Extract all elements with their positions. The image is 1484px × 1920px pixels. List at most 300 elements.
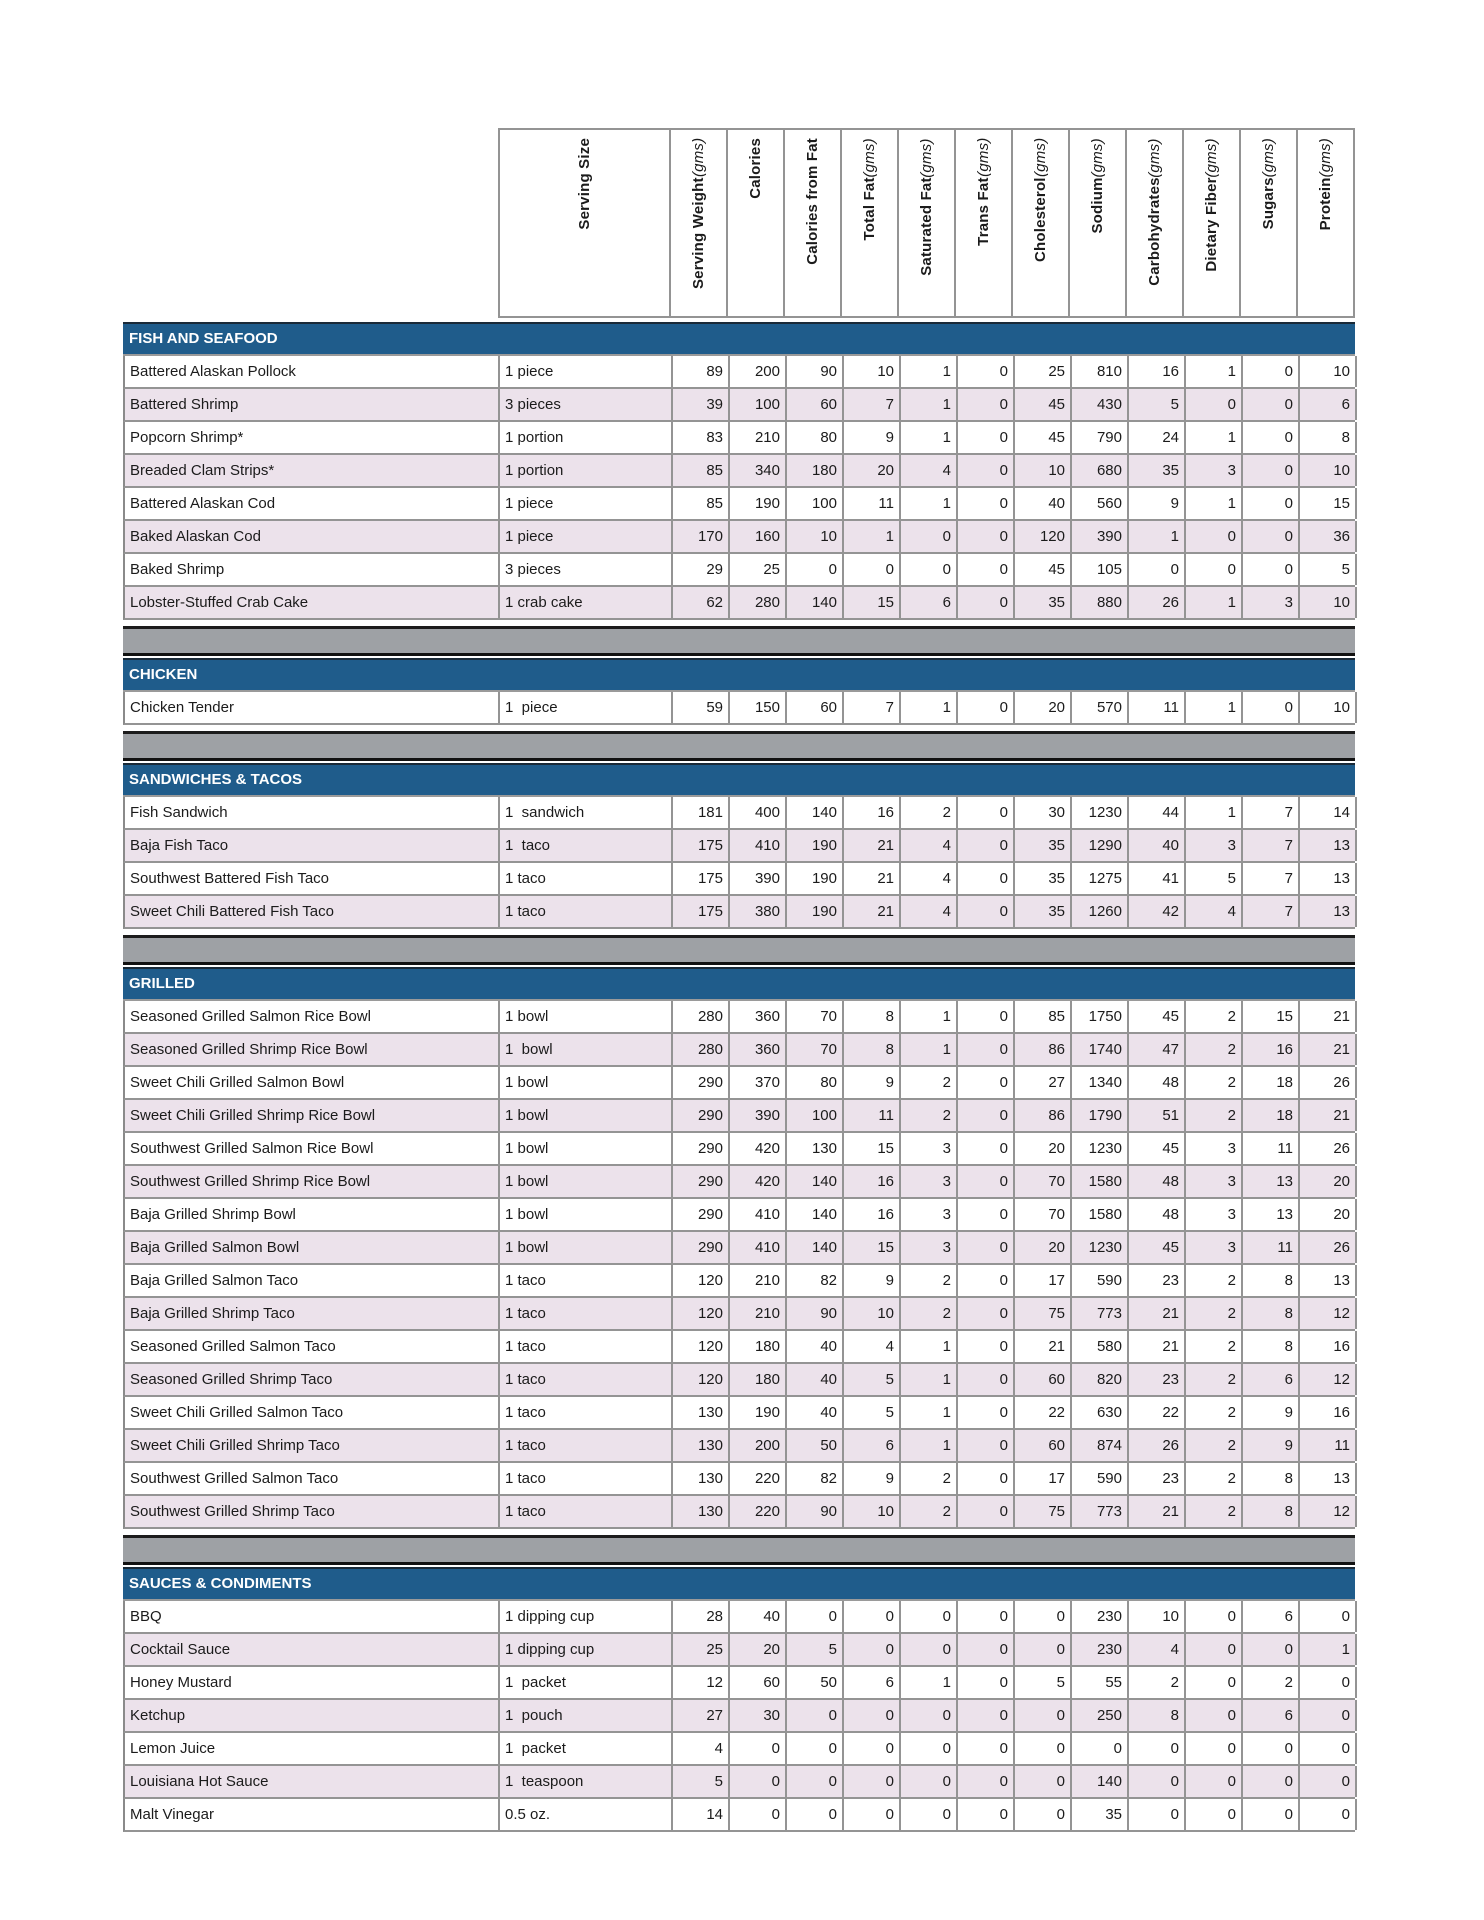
value-cell: 1: [901, 692, 958, 723]
value-cell: 15: [1243, 1001, 1300, 1032]
section-header: GRILLED: [123, 967, 1355, 1001]
value-cell: 290: [673, 1232, 730, 1263]
value-cell: 20: [1015, 692, 1072, 723]
value-cell: 0: [730, 1733, 787, 1764]
value-cell: 90: [787, 356, 844, 387]
value-cell: 13: [1300, 830, 1357, 861]
value-cell: 630: [1072, 1397, 1129, 1428]
value-cell: 2: [901, 1496, 958, 1527]
value-cell: 390: [730, 1100, 787, 1131]
value-cell: 0: [844, 1601, 901, 1632]
table-row: [123, 830, 1355, 863]
value-cell: 9: [844, 422, 901, 453]
column-header-rotated-text: [690, 138, 708, 289]
value-cell: 2: [1243, 1667, 1300, 1698]
value-cell: 380: [730, 896, 787, 927]
value-cell: 0: [958, 1298, 1015, 1329]
serving-size-cell: 1 taco: [500, 1298, 673, 1329]
value-cell: 140: [787, 1199, 844, 1230]
value-cell: 0: [787, 554, 844, 585]
section-gap: [123, 1535, 1355, 1565]
value-cell: 15: [1300, 488, 1357, 519]
value-cell: 180: [730, 1364, 787, 1395]
value-cell: 130: [673, 1397, 730, 1428]
value-cell: 0: [844, 1766, 901, 1797]
item-name-cell: Fish Sandwich: [125, 797, 500, 828]
serving-size-cell: 1 sandwich: [500, 797, 673, 828]
value-cell: 16: [1129, 356, 1186, 387]
value-cell: 0: [1015, 1700, 1072, 1731]
value-cell: 2: [1186, 1001, 1243, 1032]
serving-size-cell: 1 portion: [500, 455, 673, 486]
value-cell: 23: [1129, 1364, 1186, 1395]
item-name-cell: Baja Grilled Salmon Bowl: [125, 1232, 500, 1263]
serving-size-cell: 0.5 oz.: [500, 1799, 673, 1830]
value-cell: 9: [844, 1067, 901, 1098]
item-name-cell: Seasoned Grilled Salmon Taco: [125, 1331, 500, 1362]
value-cell: 29: [673, 554, 730, 585]
value-cell: 25: [673, 1634, 730, 1665]
value-cell: 1790: [1072, 1100, 1129, 1131]
table-row: [123, 1133, 1355, 1166]
serving-size-cell: 1 dipping cup: [500, 1601, 673, 1632]
value-cell: 6: [901, 587, 958, 618]
value-cell: 6: [1243, 1601, 1300, 1632]
value-cell: 86: [1015, 1034, 1072, 1065]
table-row: [123, 587, 1355, 620]
value-cell: 0: [1186, 1700, 1243, 1731]
value-cell: 21: [1300, 1001, 1357, 1032]
column-header: [728, 128, 785, 318]
serving-size-cell: 3 pieces: [500, 554, 673, 585]
value-cell: 24: [1129, 422, 1186, 453]
value-cell: 4: [901, 896, 958, 927]
value-cell: 1: [1186, 422, 1243, 453]
value-cell: 9: [844, 1265, 901, 1296]
item-name-cell: Southwest Battered Fish Taco: [125, 863, 500, 894]
value-cell: 140: [1072, 1766, 1129, 1797]
value-cell: 2: [901, 1463, 958, 1494]
item-name-cell: Sweet Chili Battered Fish Taco: [125, 896, 500, 927]
value-cell: 2: [901, 797, 958, 828]
value-cell: 1: [901, 1001, 958, 1032]
value-cell: 70: [787, 1001, 844, 1032]
value-cell: 1: [901, 356, 958, 387]
column-header-label: Total Fat: [860, 177, 878, 241]
column-header: [956, 128, 1013, 318]
value-cell: 0: [958, 1799, 1015, 1830]
value-cell: 0: [787, 1700, 844, 1731]
item-name-cell: Breaded Clam Strips*: [125, 455, 500, 486]
column-header-rotated-text: [1317, 138, 1335, 230]
table-row: [123, 554, 1355, 587]
value-cell: 2: [1186, 1463, 1243, 1494]
value-cell: 15: [844, 1232, 901, 1263]
value-cell: 290: [673, 1100, 730, 1131]
value-cell: 280: [673, 1001, 730, 1032]
value-cell: 1: [1300, 1634, 1357, 1665]
table-row: [123, 1034, 1355, 1067]
value-cell: 0: [958, 1601, 1015, 1632]
column-header-rotated-text: [747, 138, 765, 199]
value-cell: 190: [787, 863, 844, 894]
column-header-unit: (gms): [689, 138, 707, 178]
item-name-cell: Chicken Tender: [125, 692, 500, 723]
value-cell: 9: [1243, 1430, 1300, 1461]
item-name-cell: Baja Grilled Salmon Taco: [125, 1265, 500, 1296]
value-cell: 70: [1015, 1166, 1072, 1197]
value-cell: 59: [673, 692, 730, 723]
value-cell: 21: [844, 863, 901, 894]
value-cell: 1: [901, 1667, 958, 1698]
column-header: [1127, 128, 1184, 318]
value-cell: 0: [844, 1700, 901, 1731]
value-cell: 1: [1186, 587, 1243, 618]
table-row: [123, 356, 1355, 389]
column-header-label: Trans Fat: [974, 177, 992, 246]
column-header-rotated-text: [1032, 138, 1050, 262]
value-cell: 86: [1015, 1100, 1072, 1131]
section-header: FISH AND SEAFOOD: [123, 322, 1355, 356]
value-cell: 0: [1243, 1799, 1300, 1830]
value-cell: 250: [1072, 1700, 1129, 1731]
value-cell: 10: [844, 1298, 901, 1329]
value-cell: 290: [673, 1133, 730, 1164]
section-gap: [123, 626, 1355, 656]
column-header-unit: (gms): [1316, 138, 1334, 178]
table-row: [123, 1166, 1355, 1199]
value-cell: 36: [1300, 521, 1357, 552]
value-cell: 190: [787, 896, 844, 927]
value-cell: 10: [1300, 455, 1357, 486]
value-cell: 140: [787, 797, 844, 828]
serving-size-cell: 1 taco: [500, 1430, 673, 1461]
value-cell: 580: [1072, 1331, 1129, 1362]
serving-size-cell: 1 bowl: [500, 1166, 673, 1197]
column-header-unit: (gms): [1088, 138, 1106, 178]
value-cell: 2: [1186, 1397, 1243, 1428]
value-cell: 370: [730, 1067, 787, 1098]
value-cell: 420: [730, 1166, 787, 1197]
value-cell: 20: [1300, 1199, 1357, 1230]
value-cell: 0: [958, 1733, 1015, 1764]
column-header: [1298, 128, 1355, 318]
table-row: [123, 1700, 1355, 1733]
value-cell: 420: [730, 1133, 787, 1164]
value-cell: 9: [1129, 488, 1186, 519]
value-cell: 100: [787, 1100, 844, 1131]
value-cell: 1580: [1072, 1166, 1129, 1197]
value-cell: 0: [730, 1799, 787, 1830]
value-cell: 26: [1129, 1430, 1186, 1461]
value-cell: 0: [958, 1067, 1015, 1098]
value-cell: 35: [1129, 455, 1186, 486]
value-cell: 340: [730, 455, 787, 486]
value-cell: 1230: [1072, 1232, 1129, 1263]
value-cell: 0: [1243, 356, 1300, 387]
serving-size-cell: 1 taco: [500, 830, 673, 861]
column-header: [1241, 128, 1298, 318]
value-cell: 0: [958, 554, 1015, 585]
section-header: SANDWICHES & TACOS: [123, 763, 1355, 797]
value-cell: 70: [787, 1034, 844, 1065]
value-cell: 40: [730, 1601, 787, 1632]
value-cell: 83: [673, 422, 730, 453]
value-cell: 16: [1243, 1034, 1300, 1065]
value-cell: 13: [1300, 1265, 1357, 1296]
value-cell: 4: [1129, 1634, 1186, 1665]
serving-size-cell: 1 bowl: [500, 1133, 673, 1164]
serving-size-cell: 1 piece: [500, 692, 673, 723]
serving-size-cell: 1 taco: [500, 1265, 673, 1296]
table-row: [123, 1265, 1355, 1298]
item-name-cell: Seasoned Grilled Shrimp Rice Bowl: [125, 1034, 500, 1065]
value-cell: 3: [901, 1199, 958, 1230]
table-row: [123, 1496, 1355, 1529]
value-cell: 175: [673, 863, 730, 894]
value-cell: 40: [787, 1397, 844, 1428]
value-cell: 3: [1186, 1232, 1243, 1263]
value-cell: 40: [787, 1331, 844, 1362]
table-row: [123, 1667, 1355, 1700]
value-cell: 0: [901, 1733, 958, 1764]
value-cell: 8: [1300, 422, 1357, 453]
value-cell: 120: [1015, 521, 1072, 552]
value-cell: 0: [1186, 1733, 1243, 1764]
value-cell: 410: [730, 830, 787, 861]
value-cell: 1: [901, 389, 958, 420]
value-cell: 15: [844, 1133, 901, 1164]
value-cell: 20: [1015, 1232, 1072, 1263]
value-cell: 8: [1243, 1298, 1300, 1329]
value-cell: 10: [1300, 692, 1357, 723]
value-cell: 120: [673, 1298, 730, 1329]
value-cell: 0: [1015, 1766, 1072, 1797]
value-cell: 430: [1072, 389, 1129, 420]
value-cell: 13: [1243, 1166, 1300, 1197]
value-cell: 0: [958, 1397, 1015, 1428]
item-name-cell: Battered Alaskan Cod: [125, 488, 500, 519]
value-cell: 0: [1243, 1766, 1300, 1797]
value-cell: 21: [844, 896, 901, 927]
value-cell: 26: [1129, 587, 1186, 618]
value-cell: 2: [1186, 1100, 1243, 1131]
value-cell: 0: [958, 422, 1015, 453]
value-cell: 410: [730, 1232, 787, 1263]
value-cell: 0: [1300, 1667, 1357, 1698]
column-header-label: Calories from Fat: [803, 138, 821, 265]
value-cell: 160: [730, 521, 787, 552]
value-cell: 7: [844, 692, 901, 723]
value-cell: 280: [673, 1034, 730, 1065]
value-cell: 1: [901, 1034, 958, 1065]
serving-size-cell: 3 pieces: [500, 389, 673, 420]
value-cell: 35: [1015, 863, 1072, 894]
value-cell: 0: [958, 830, 1015, 861]
value-cell: 7: [1243, 797, 1300, 828]
item-name-cell: Southwest Grilled Salmon Rice Bowl: [125, 1133, 500, 1164]
value-cell: 10: [787, 521, 844, 552]
value-cell: 80: [787, 1067, 844, 1098]
serving-size-cell: 1 bowl: [500, 1001, 673, 1032]
value-cell: 40: [1129, 830, 1186, 861]
value-cell: 0: [958, 1463, 1015, 1494]
value-cell: 3: [901, 1133, 958, 1164]
column-header-rotated-text: [861, 138, 879, 241]
serving-size-cell: 1 bowl: [500, 1100, 673, 1131]
value-cell: 0: [1186, 554, 1243, 585]
value-cell: 26: [1300, 1067, 1357, 1098]
value-cell: 28: [673, 1601, 730, 1632]
value-cell: 220: [730, 1463, 787, 1494]
value-cell: 400: [730, 797, 787, 828]
value-cell: 5: [787, 1634, 844, 1665]
value-cell: 5: [673, 1766, 730, 1797]
value-cell: 0: [958, 1199, 1015, 1230]
value-cell: 4: [901, 830, 958, 861]
value-cell: 105: [1072, 554, 1129, 585]
value-cell: 280: [730, 587, 787, 618]
table-row: [123, 1733, 1355, 1766]
value-cell: 290: [673, 1166, 730, 1197]
value-cell: 0: [958, 488, 1015, 519]
item-name-cell: Honey Mustard: [125, 1667, 500, 1698]
value-cell: 0: [958, 356, 1015, 387]
value-cell: 0: [787, 1766, 844, 1797]
table-row: [123, 1067, 1355, 1100]
value-cell: 0: [1129, 1766, 1186, 1797]
value-cell: 82: [787, 1463, 844, 1494]
item-name-cell: Sweet Chili Grilled Salmon Bowl: [125, 1067, 500, 1098]
value-cell: 3: [901, 1232, 958, 1263]
column-header-label: Sodium: [1088, 177, 1106, 234]
value-cell: 11: [844, 488, 901, 519]
table-row: [123, 1799, 1355, 1832]
item-name-cell: Lobster-Stuffed Crab Cake: [125, 587, 500, 618]
value-cell: 16: [844, 1166, 901, 1197]
value-cell: 0: [958, 1331, 1015, 1362]
value-cell: 30: [730, 1700, 787, 1731]
value-cell: 10: [1300, 356, 1357, 387]
value-cell: 22: [1015, 1397, 1072, 1428]
value-cell: 5: [844, 1397, 901, 1428]
value-cell: 47: [1129, 1034, 1186, 1065]
column-header-rotated-text: [975, 138, 993, 246]
value-cell: 45: [1015, 389, 1072, 420]
value-cell: 3: [1186, 1199, 1243, 1230]
value-cell: 0: [958, 692, 1015, 723]
value-cell: 60: [787, 389, 844, 420]
value-cell: 48: [1129, 1166, 1186, 1197]
value-cell: 130: [787, 1133, 844, 1164]
value-cell: 150: [730, 692, 787, 723]
value-cell: 0: [1300, 1700, 1357, 1731]
value-cell: 1230: [1072, 797, 1129, 828]
value-cell: 20: [844, 455, 901, 486]
value-cell: 85: [673, 488, 730, 519]
value-cell: 1: [901, 1331, 958, 1362]
column-header-unit: (gms): [1202, 138, 1220, 178]
table-row: [123, 1331, 1355, 1364]
value-cell: 14: [1300, 797, 1357, 828]
value-cell: 3: [1186, 830, 1243, 861]
value-cell: 17: [1015, 1265, 1072, 1296]
value-cell: 82: [787, 1265, 844, 1296]
value-cell: 25: [1015, 356, 1072, 387]
value-cell: 0: [958, 1133, 1015, 1164]
value-cell: 4: [901, 455, 958, 486]
value-cell: 0: [844, 1733, 901, 1764]
value-cell: 1: [1186, 692, 1243, 723]
item-name-cell: Southwest Grilled Shrimp Taco: [125, 1496, 500, 1527]
value-cell: 8: [1243, 1496, 1300, 1527]
value-cell: 45: [1129, 1001, 1186, 1032]
column-header-rotated-text: [1146, 138, 1164, 286]
value-cell: 1: [1186, 797, 1243, 828]
value-cell: 0: [1186, 1667, 1243, 1698]
serving-size-cell: 1 bowl: [500, 1199, 673, 1230]
value-cell: 12: [1300, 1298, 1357, 1329]
value-cell: 3: [1186, 1133, 1243, 1164]
column-header: [498, 128, 671, 318]
value-cell: 5: [1186, 863, 1243, 894]
value-cell: 130: [673, 1496, 730, 1527]
value-cell: 11: [1300, 1430, 1357, 1461]
value-cell: 7: [1243, 896, 1300, 927]
serving-size-cell: 1 taco: [500, 863, 673, 894]
value-cell: 13: [1243, 1199, 1300, 1230]
value-cell: 2: [1186, 1364, 1243, 1395]
column-header-unit: (gms): [1259, 138, 1277, 178]
value-cell: 7: [1243, 830, 1300, 861]
value-cell: 18: [1243, 1100, 1300, 1131]
value-cell: 0: [958, 1364, 1015, 1395]
value-cell: 1: [901, 1430, 958, 1461]
value-cell: 6: [1243, 1364, 1300, 1395]
value-cell: 2: [901, 1265, 958, 1296]
value-cell: 2: [901, 1100, 958, 1131]
value-cell: 2: [1186, 1331, 1243, 1362]
value-cell: 6: [844, 1430, 901, 1461]
item-name-cell: Louisiana Hot Sauce: [125, 1766, 500, 1797]
item-name-cell: Battered Alaskan Pollock: [125, 356, 500, 387]
value-cell: 0: [958, 1034, 1015, 1065]
item-name-cell: Baked Shrimp: [125, 554, 500, 585]
value-cell: 0: [1129, 1733, 1186, 1764]
value-cell: 70: [1015, 1199, 1072, 1230]
value-cell: 0: [1243, 389, 1300, 420]
column-header-label: Carbohydrates: [1145, 177, 1163, 286]
value-cell: 200: [730, 1430, 787, 1461]
value-cell: 0: [1243, 521, 1300, 552]
value-cell: 3: [1186, 1166, 1243, 1197]
value-cell: 180: [730, 1331, 787, 1362]
value-cell: 60: [787, 692, 844, 723]
value-cell: 7: [1243, 863, 1300, 894]
column-header-unit: (gms): [1031, 138, 1049, 178]
serving-size-cell: 1 bowl: [500, 1034, 673, 1065]
value-cell: 13: [1300, 896, 1357, 927]
value-cell: 0: [1015, 1634, 1072, 1665]
column-header-unit: (gms): [1145, 138, 1163, 178]
item-name-cell: Battered Shrimp: [125, 389, 500, 420]
column-header: [1184, 128, 1241, 318]
value-cell: 874: [1072, 1430, 1129, 1461]
value-cell: 5: [844, 1364, 901, 1395]
value-cell: 790: [1072, 422, 1129, 453]
header-row: [123, 128, 1355, 318]
value-cell: 0: [1186, 1799, 1243, 1830]
